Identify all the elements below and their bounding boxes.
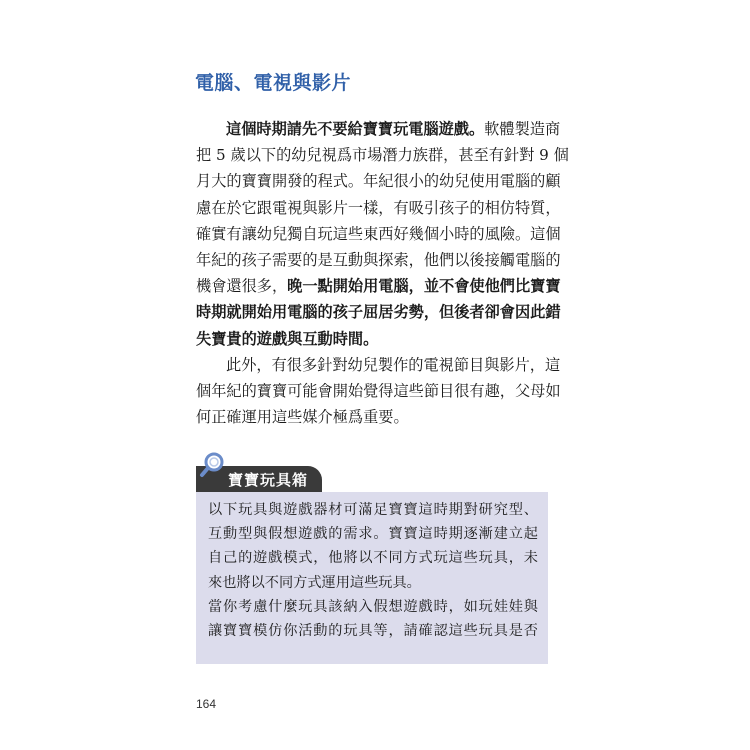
paragraph1-line: 把 5 歲以下的幼兒視爲市場潛力族群，甚至有針對 9 個	[196, 146, 569, 165]
paragraph1-line: 失寶貴的遊戲與互動時間。	[196, 329, 379, 348]
bold-phrase: 晚一點開始用電腦，並不會使他們比寶寶	[287, 277, 561, 296]
toy-box-line: 以下玩具與遊戲器材可滿足寶寶這時期對研究型、	[208, 502, 538, 518]
paragraph2-line: 何正確運用這些媒介極爲重要。	[196, 408, 409, 427]
toy-box-line: 當你考慮什麼玩具該納入假想遊戲時，如玩娃娃與	[208, 598, 538, 615]
paragraph1-line	[196, 273, 561, 299]
toy-box-label: 寶寶玩具箱	[228, 471, 309, 489]
text-run: 軟體製造商	[484, 120, 561, 138]
section-title: 電腦、電視與影片	[195, 72, 352, 94]
toy-box-line: 自己的遊戲模式，他將以不同方式玩這些玩具，未	[208, 550, 538, 567]
paragraph2-line: 此外，有很多針對幼兒製作的電視節目與影片，這	[226, 355, 561, 374]
toy-box-line: 讓寶寶模仿你活動的玩具等，請確認這些玩具是否	[208, 623, 538, 640]
main-body-text	[196, 116, 569, 430]
toy-box-line: 來也將以不同方式運用這些玩具。	[208, 574, 421, 591]
text-run: 機會還很多，	[196, 277, 288, 296]
paragraph1-line	[196, 116, 561, 142]
paragraph1-line: 時期就開始用電腦的孩子屈居劣勢，但後者卻會因此錯	[196, 303, 561, 322]
paragraph1-line: 月大的寶寶開發的程式。年紀很小的幼兒使用電腦的顧	[196, 172, 561, 191]
toy-box-line: 互動型與假想遊戲的需求。寶寶這時期逐漸建立起	[208, 526, 538, 543]
paragraph1-line: 確實有讓幼兒獨自玩這些東西好幾個小時的風險。這個	[196, 224, 561, 243]
paragraph1-line: 慮在於它跟電視與影片一樣，有吸引孩子的相仿特質，	[196, 198, 561, 217]
magnifier-ring-icon	[198, 450, 230, 478]
paragraph2-line: 個年紀的寶寶可能會開始覺得這些節目很有趣，父母如	[196, 382, 561, 401]
page-number: 164	[196, 697, 217, 711]
bold-phrase: 這個時期請先不要給寶寶玩電腦遊戲。	[226, 120, 485, 138]
paragraph1-line: 年紀的孩子需要的是互動與探索，他們以後接觸電腦的	[196, 251, 561, 270]
toy-box-text	[208, 498, 538, 643]
